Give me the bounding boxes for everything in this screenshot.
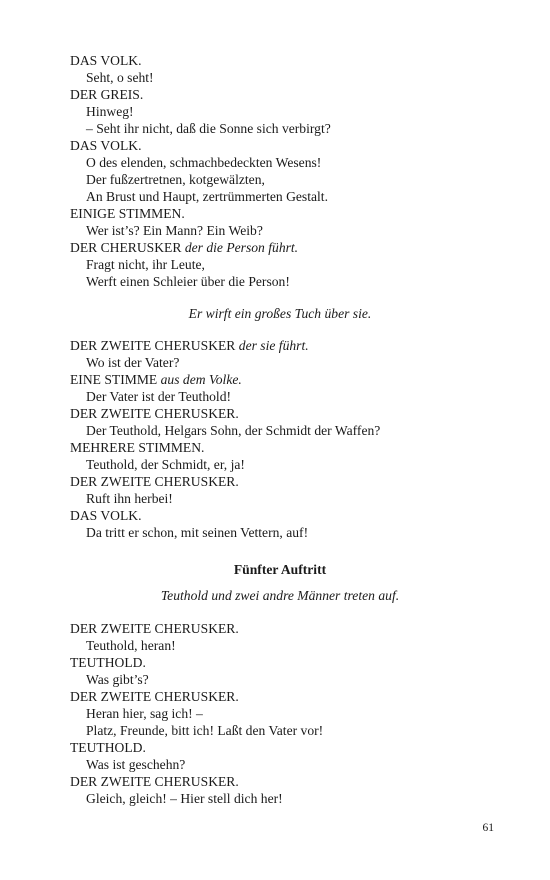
scene-title: Fünfter Auftritt [233,562,327,577]
verse-text: – Seht ihr nicht, daß die Sonne sich verbirgt? [86,121,331,136]
verse-line [70,705,490,722]
page-number: 61 [482,822,494,834]
verse-text: Wer ist’s? Ein Mann? Ein Weib? [86,223,263,238]
verse-text: Der fußzertretnen, kotgewälzten, [86,172,265,187]
speaker-name [70,405,490,422]
speaker-name [70,52,490,69]
speaker-name [70,507,490,524]
verse-text: Der Teuthold, Helgars Sohn, der Schmidt der Waffen? [86,423,381,438]
speaker-label: DER ZWEITE CHERUSKER. [70,689,239,704]
verse-line [70,120,490,137]
verse-line [70,103,490,120]
verse-text: Heran hier, sag ich! – [86,706,203,721]
verse-text: Gleich, gleich! – Hier stell dich her! [86,791,283,806]
stage-direction: Er wirft ein großes Tuch über sie. [188,306,372,321]
verse-text: An Brust und Haupt, zertrümmerten Gestalt. [86,189,328,204]
speaker-label: DAS VOLK. [70,508,142,523]
speaker-label: TEUTHOLD. [70,740,146,755]
verse-text: Da tritt er schon, mit seinen Vettern, auf! [86,525,309,540]
speaker-label: DAS VOLK. [70,53,142,68]
speaker-name [70,86,490,103]
dialogue-block-3 [70,620,490,807]
speaker-name [70,773,490,790]
verse-text: Was gibt’s? [86,672,149,687]
verse-text: Teuthold, der Schmidt, er, ja! [86,457,245,472]
speaker-name [70,688,490,705]
speaker-label: DAS VOLK. [70,138,142,153]
speaker-label: DER ZWEITE CHERUSKER. [70,474,239,489]
speaker-name [70,137,490,154]
verse-text: Seht, o seht! [86,70,154,85]
verse-line [70,790,490,807]
speaker-label: DER CHERUSKER [70,240,185,255]
speaker-name [70,439,490,456]
speaker-name [70,205,490,222]
verse-line [70,69,490,86]
verse-line [70,490,490,507]
scene-direction: Teuthold und zwei andre Männer treten auf. [160,588,400,603]
speaker-label: EINE STIMME [70,372,161,387]
page-body [70,52,490,807]
speaker-name [70,337,490,354]
verse-line [70,637,490,654]
verse-line [70,524,490,541]
verse-line [70,671,490,688]
dialogue-block-1 [70,52,490,290]
speaker-name [70,239,490,256]
verse-line [70,354,490,371]
verse-text: Platz, Freunde, bitt ich! Laßt den Vater vor! [86,723,324,738]
verse-text: Teuthold, heran! [86,638,176,653]
speaker-direction: aus dem Volke. [160,372,242,387]
speaker-label: MEHRERE STIMMEN. [70,440,205,455]
speaker-label: TEUTHOLD. [70,655,146,670]
verse-line [70,222,490,239]
verse-text: Wo ist der Vater? [86,355,180,370]
verse-text: Ruft ihn herbei! [86,491,173,506]
verse-text: Was ist geschehn? [86,757,186,772]
dialogue-block-2 [70,337,490,541]
verse-line [70,722,490,739]
speaker-name [70,620,490,637]
speaker-name [70,654,490,671]
verse-line [70,756,490,773]
verse-line [70,388,490,405]
verse-line [70,188,490,205]
verse-line [70,456,490,473]
verse-text: O des elenden, schmachbedeckten Wesens! [86,155,322,170]
speaker-name [70,473,490,490]
speaker-label: EINIGE STIMMEN. [70,206,185,221]
speaker-label: DER ZWEITE CHERUSKER. [70,406,239,421]
speaker-name [70,371,490,388]
verse-text: Werft einen Schleier über die Person! [86,274,290,289]
speaker-label: DER ZWEITE CHERUSKER. [70,621,239,636]
speaker-direction: der sie führt. [238,338,309,353]
verse-text: Fragt nicht, ihr Leute, [86,257,205,272]
verse-line [70,422,490,439]
verse-text: Der Vater ist der Teuthold! [86,389,232,404]
speaker-direction: der die Person führt. [184,240,299,255]
speaker-label: DER ZWEITE CHERUSKER. [70,774,239,789]
speaker-name [70,739,490,756]
verse-text: Hinweg! [86,104,134,119]
verse-line [70,154,490,171]
verse-line [70,273,490,290]
speaker-label: DER GREIS. [70,87,144,102]
verse-line [70,171,490,188]
speaker-label: DER ZWEITE CHERUSKER [70,338,239,353]
verse-line [70,256,490,273]
